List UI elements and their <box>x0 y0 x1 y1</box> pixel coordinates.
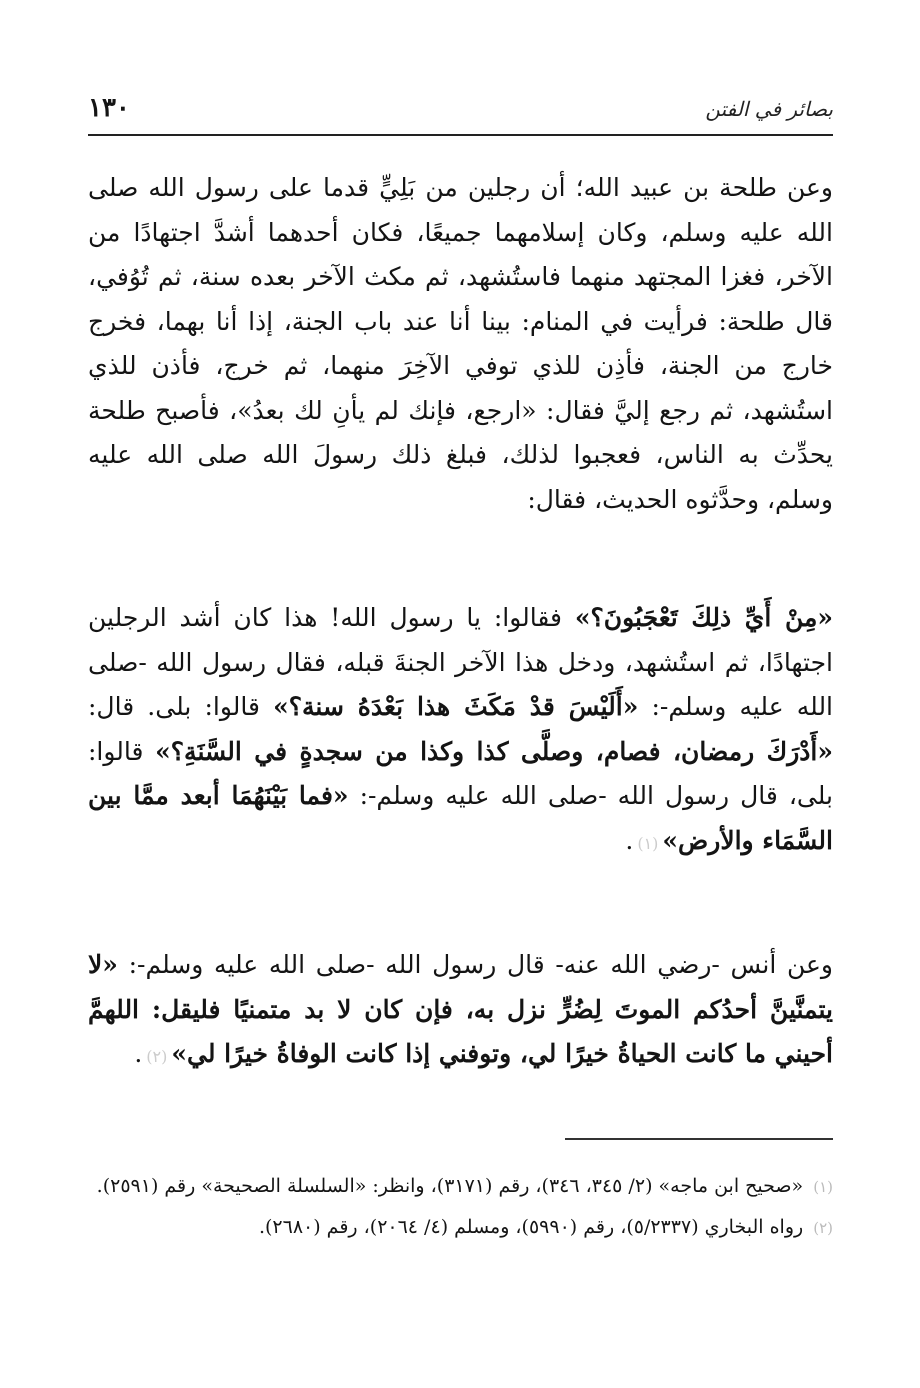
paragraph-talha-hadith: وعن طلحة بن عبيد الله؛ أن رجلين من بَلِيٍّ قدما على رسول الله صلى الله عليه وسلم، وكان إسلامهما جميعًا، فكان أحدهما أشدَّ اجتهادًا من الآخر، فغزا المجتهد منهما فاستُشهد، ثم مكث الآخر بعده سنة، ثم تُوُفي، قال طلحة: فرأيت في المنام: بينا أنا عند باب الجنة، إذا أنا بهما، فخرج خارج من الجنة، فأذِن للذي توفي الآخِرَ منهما، ثم خرج، فأذن للذي استُشهد، ثم رجع إليَّ فقال: «ارجع، فإنك لم يأنِ لك بعدُ»، فأصبح طلحة يحدِّث به الناس، فعجبوا لذلك، فبلغ ذلك رسولَ الله صلى الله عليه وسلم، وحدَّثوه الحديث، فقال: <box>88 173 833 514</box>
main-text <box>88 166 833 1118</box>
narration-text: فقالوا: يا رسول الله! هذا كان أشد الرجلين اجتهادًا، ثم استُشهد، ودخل هذا الآخر الجنةَ قبله، فقال رسول الله -صلى الله عليه وسلم-: <box>88 603 834 721</box>
hadith-quote: «أَدْرَكَ رمضان، فصام، وصلَّى كذا وكذا من سجدةٍ في السَّنَةِ؟» <box>155 736 833 766</box>
header-rule <box>88 134 833 136</box>
paragraph-prophet-reply: «مِنْ أَيِّ ذلِكَ تَعْجَبُونَ؟» فقالوا: يا رسول الله! هذا كان أشد الرجلين اجتهادًا، ثم استُشهد، ودخل هذا الآخر الجنةَ قبله، فقال رسول الله -صلى الله عليه وسلم-: «أَلَيْسَ قدْ مَكَثَ هذا بَعْدَهُ سنة؟» قالوا: بلى. قال: «أَدْرَكَ رمضان، فصام، وصلَّى كذا وكذا من سجدةٍ في السَّنَةِ؟» قالوا: بلى، قال رسول الله -صلى الله عليه وسلم-: «فما بَيْنَهُمَا أبعد ممَّا بين السَّمَاء والأرض»(١). <box>88 603 834 855</box>
hadith-quote: «مِنْ أَيِّ ذلِكَ تَعْجَبُونَ؟» <box>574 603 833 632</box>
narration-text: قالوا: بلى، قال رسول الله -صلى الله عليه وسلم-: <box>88 736 833 810</box>
footnote-number: (٢) <box>813 1219 833 1237</box>
footnote-text: رواه البخاري (٥/٢٣٣٧)، رقم (٥٩٩٠)، ومسلم (٤/ ٢٠٦٤)، رقم (٢٦٨٠). <box>258 1216 804 1238</box>
footnote-separator <box>565 1138 833 1140</box>
narration-text: وعن أنس -رضي الله عنه- قال رسول الله -صلى الله عليه وسلم-: <box>128 950 834 979</box>
running-header <box>88 90 833 130</box>
footnote-marker: (١) <box>637 833 659 853</box>
paragraph-anas-hadith: وعن أنس -رضي الله عنه- قال رسول الله -صلى الله عليه وسلم-: «لا يتمنَّينَّ أحدُكم الموتَ لِضُرٍّ نزل به، فإن كان لا بد متمنيًا فليقل: اللهمَّ أحيني ما كانت الحياةُ خيرًا لي، وتوفني إذا كانت الوفاةُ خيرًا لي»(٢). <box>88 950 834 1068</box>
footnotes <box>88 1166 833 1248</box>
footnote-number: (١) <box>813 1178 833 1196</box>
footnote-marker: (٢) <box>146 1047 168 1066</box>
narration-text: قالوا: بلى. قال: <box>88 692 274 721</box>
hadith-quote: «أَلَيْسَ قدْ مَكَثَ هذا بَعْدَهُ سنة؟» <box>273 692 639 721</box>
hadith-quote: «فما بَيْنَهُمَا أبعد ممَّا بين السَّمَاء والأرض» <box>88 781 833 855</box>
book-title: بصائر في الفتن <box>705 97 833 121</box>
page-number: ١٣٠ <box>88 93 130 123</box>
footnote <box>88 1166 833 1207</box>
footnote-text: «صحيح ابن ماجه» (٢/ ٣٤٥، ٣٤٦)، رقم (٣١٧١)، وانظر: «السلسلة الصحيحة» رقم (٢٥٩١). <box>96 1175 804 1197</box>
hadith-quote: «لا يتمنَّينَّ أحدُكم الموتَ لِضُرٍّ نزل به، فإن كان لا بد متمنيًا فليقل: اللهمَّ أحيني ما كانت الحياةُ خيرًا لي، وتوفني إذا كانت الوفاةُ خيرًا لي» <box>88 950 833 1068</box>
footnote <box>88 1207 833 1248</box>
